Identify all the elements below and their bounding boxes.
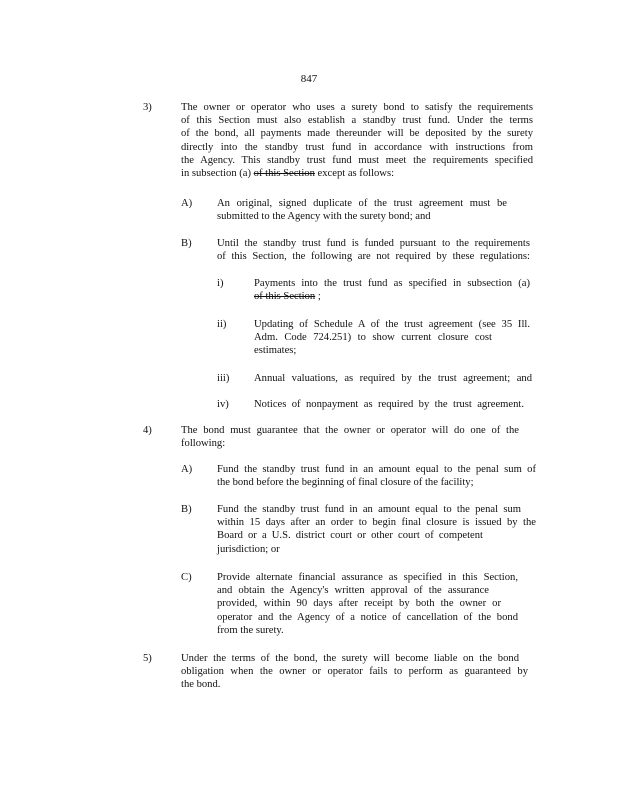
item-4b-line: within 15 days after an order to begin final closure is issued by the <box>217 517 536 529</box>
item-3b-iv-text <box>254 398 524 411</box>
item-3b-line: of this Section, the following are not required by these regulations: <box>217 251 530 263</box>
item-3b-text <box>217 237 530 263</box>
item-4c-line: provided, within 90 days after receipt by both the owner or <box>217 598 501 610</box>
item-3a-text <box>217 197 507 223</box>
item-3-line: The owner or operator who uses a surety bond to satisfy the requirements <box>181 102 533 113</box>
item-4b-line: Board or a U.S. district court or other court of competent <box>217 530 483 542</box>
item-4-line: following: <box>181 438 226 450</box>
item-3-line: directly into the standby trust fund in accordance with instructions from <box>181 141 533 153</box>
item-4c-line: operator and the Agency of a notice of cancellation of the bond <box>217 611 518 623</box>
item-3-line: of this Section must also establish a standby trust fund. Under the terms <box>181 115 533 127</box>
item-4a-label: A) <box>181 464 193 475</box>
item-3b-label: B) <box>181 238 192 249</box>
item-3b-iii-line: Annual valuations, as required by the trust agreement; and <box>254 373 532 384</box>
item-3a-line: An original, signed duplicate of the trust agreement must be <box>217 198 507 209</box>
item-4b-text <box>217 503 536 556</box>
item-3b-line: Until the standby trust fund is funded pursuant to the requirements <box>217 238 530 249</box>
item-4a-line: the bond before the beginning of final closure of the facility; <box>217 477 474 489</box>
item-4b-line: jurisdiction; or <box>217 543 280 555</box>
item-4c-line: from the surety. <box>217 624 284 636</box>
item-4c-label: C) <box>181 572 192 583</box>
struck-text: of this Section <box>254 291 316 303</box>
item-4a-text <box>217 463 536 489</box>
item-3b-ii-line: Updating of Schedule A of the trust agreement (see 35 Ill. <box>254 319 530 330</box>
item-5-text <box>181 652 528 692</box>
item-3-line-last-text: in subsection (a) <box>181 168 254 180</box>
item-4-label: 4) <box>143 425 152 436</box>
item-4a-line: Fund the standby trust fund in an amount equal to the penal sum of <box>217 464 536 475</box>
item-4-line: The bond must guarantee that the owner or operator will do one of the <box>181 425 519 436</box>
item-3b-iv-label: iv) <box>217 399 229 410</box>
item-3a-label: A) <box>181 198 193 209</box>
item-5-line: Under the terms of the bond, the surety will become liable on the bond <box>181 653 519 664</box>
item-3b-i-line-2-tail: ; <box>315 291 321 303</box>
item-5-line: obligation when the owner or operator fails to perform as guaranteed by <box>181 666 528 678</box>
item-3b-iii-label: iii) <box>217 373 230 384</box>
item-3-text <box>181 101 533 180</box>
item-3b-iii-text <box>254 372 532 385</box>
item-3b-ii-text <box>254 318 530 358</box>
item-4b-label: B) <box>181 504 192 515</box>
item-3-line-last <box>181 167 533 180</box>
item-3b-i-label: i) <box>217 278 224 289</box>
item-3b-i-text <box>254 277 530 303</box>
item-3b-ii-label: ii) <box>217 319 227 330</box>
item-5-label: 5) <box>143 653 152 664</box>
item-3-line: the Agency. This standby trust fund must meet the requirements specified <box>181 154 533 166</box>
item-4b-line: Fund the standby trust fund in an amount equal to the penal sum <box>217 504 521 515</box>
item-4c-text <box>217 571 518 637</box>
item-3a-line: submitted to the Agency with the surety bond; and <box>217 211 431 223</box>
page-number: 847 <box>300 73 318 85</box>
item-4c-line: Provide alternate financial assurance as specified in this Section, <box>217 572 518 583</box>
item-3b-i-line: Payments into the trust fund as specified in subsection (a) <box>254 278 530 289</box>
item-3b-iv-line: Notices of nonpayment as required by the trust agreement. <box>254 399 524 410</box>
item-4c-line: and obtain the Agency's written approval of the assurance <box>217 585 489 597</box>
item-3b-i-line-2 <box>254 290 530 303</box>
item-5-line: the bond. <box>181 679 221 691</box>
item-3b-ii-line: Adm. Code 724.251) to show current closure cost <box>254 332 492 344</box>
item-3-line-last-tail: except as follows: <box>314 168 395 180</box>
item-3-label: 3) <box>143 102 152 113</box>
item-4-text <box>181 424 519 450</box>
item-3-line: of the bond, all payments made thereunder will be deposited by the surety <box>181 128 533 140</box>
item-3b-ii-line: estimates; <box>254 345 297 357</box>
struck-text: of this Section <box>253 168 315 180</box>
